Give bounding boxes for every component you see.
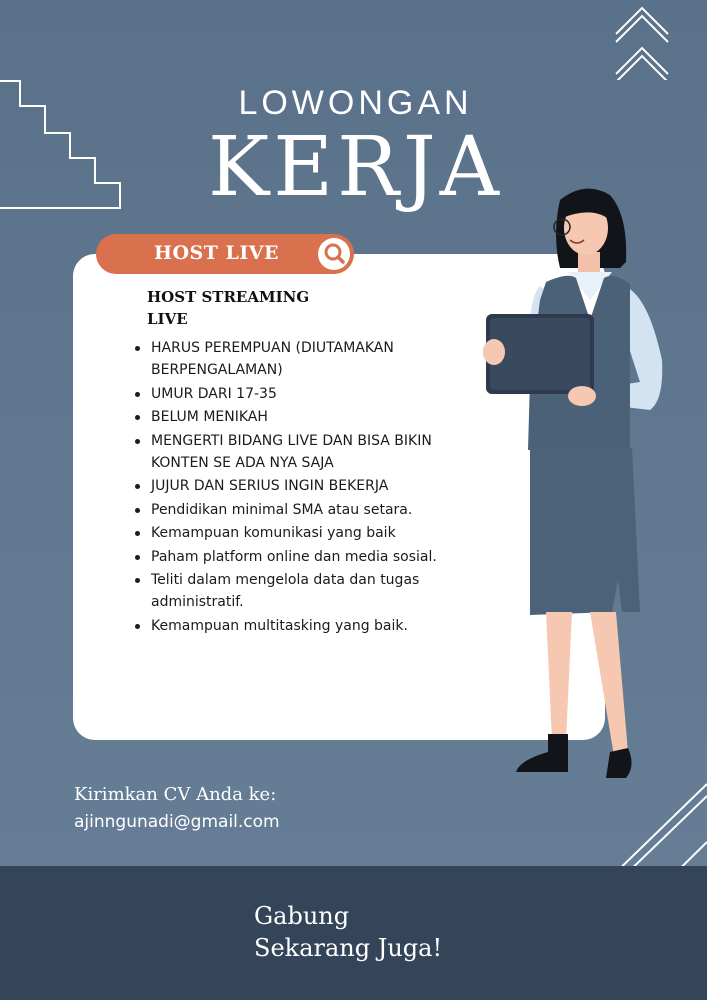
requirements-list	[131, 337, 461, 638]
list-item: BELUM MENIKAH	[131, 406, 461, 428]
search-button[interactable]	[318, 238, 350, 270]
job-tag-label: HOST LIVE	[154, 242, 279, 264]
chevron-up-icon	[612, 2, 674, 80]
list-item: JUJUR DAN SERIUS INGIN BEKERJA	[131, 475, 461, 497]
footer-cta	[254, 900, 442, 964]
footer-line-2: Sekarang Juga!	[254, 934, 443, 962]
list-item: MENGERTI BIDANG LIVE DAN BISA BIKIN KONTEN SE ADA NYA SAJA	[131, 430, 461, 474]
cv-label: Kirimkan CV Anda ke:	[74, 784, 277, 805]
woman-illustration	[470, 170, 670, 780]
headline-kerja: KERJA	[208, 120, 503, 215]
list-item: Teliti dalam mengelola data dan tugas administratif.	[131, 569, 461, 613]
headline-lowongan: LOWONGAN	[238, 84, 473, 122]
list-item: Kemampuan multitasking yang baik.	[131, 615, 461, 637]
search-icon	[318, 238, 350, 270]
list-item: HARUS PEREMPUAN (DIUTAMAKAN BERPENGALAMAN)	[131, 337, 461, 381]
job-tag-pill	[96, 234, 354, 274]
email-address[interactable]: ajinngunadi@gmail.com	[74, 812, 280, 832]
job-title: HOST STREAMING LIVE	[147, 288, 310, 328]
list-item: UMUR DARI 17-35	[131, 383, 461, 405]
list-item: Pendidikan minimal SMA atau setara.	[131, 499, 461, 521]
list-item: Kemampuan komunikasi yang baik	[131, 522, 461, 544]
footer-line-1: Gabung	[254, 902, 350, 930]
list-item: Paham platform online dan media sosial.	[131, 546, 461, 568]
